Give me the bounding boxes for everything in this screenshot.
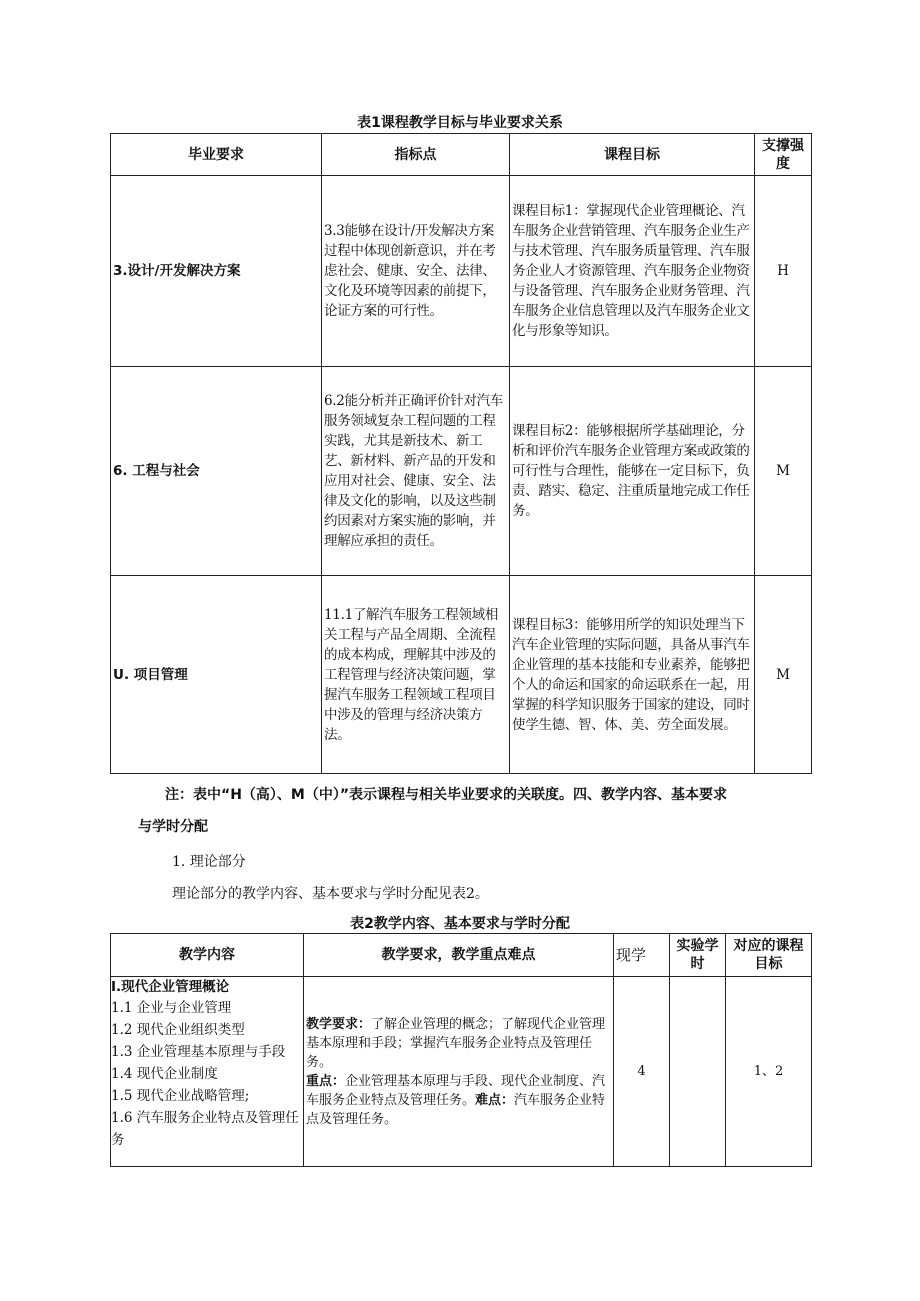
table1-note: 注：表中“H（高）、M（中）”表示课程与相关毕业要求的关联度。四、教学内容、基本要求 [165,787,728,803]
table2-header-hours: 现学 [614,934,670,977]
requirements-label: 教学要求： [306,1016,372,1032]
section-heading: 1. 理论部分 [172,854,246,870]
table1-header-objective: 课程目标 [510,134,755,176]
table2-caption: 表2教学内容、基本要求与学时分配 [350,916,570,932]
topic-title: I.现代企业管理概论 [111,979,230,995]
table2 [110,933,812,1167]
table2-header-content: 教学内容 [111,934,304,977]
list-item: 1.6 汽车服务企业特点及管理任务 [111,1110,299,1148]
table1-header-requirement: 毕业要求 [111,134,322,176]
requirement-cell: 6. 工程与社会 [111,367,322,576]
indicator-cell: 3.3能够在设计/开发解决方案过程中体现创新意识，并在考虑社会、健康、安全、法律、文化及环境等因素的前提下，论证方案的可行性。 [322,176,510,367]
requirements-text: 了解企业管理的概念；了解现代企业管理基本原理和手段；掌握汽车服务企业特点及管理任务。 [306,1016,606,1070]
objective-cell: 课程目标3：能够用所学的知识处理当下汽车企业管理的实际问题，具备从事汽车企业管理的基本技能和专业素养，能够把个人的命运和国家的命运联系在一起，用掌握的科学知识服务于国家的建设，同时使学生德、智、体、美、劳全面发展。 [510,576,755,774]
objective-cell: 课程目标2：能够根据所学基础理论，分析和评价汽车服务企业管理方案或政策的可行性与合理性，能够在一定目标下，负责、踏实、稳定、注重质量地完成工作任务。 [510,367,755,576]
table1-note-continued: 与学时分配 [138,819,208,835]
table2-header-lab-hours: 实验学时 [670,934,726,977]
table-row [111,576,812,774]
table2-header-row [111,934,812,977]
list-item: 1.5 现代企业战略管理; [111,1088,250,1104]
table1-header-indicator: 指标点 [322,134,510,176]
list-item: 1.1 企业与企业管理 [111,1000,232,1016]
table-row [111,367,812,576]
key-points-text: 企业管理基本原理与手段、现代企业制度、汽车服务企业特点及管理任务。 [306,1073,606,1108]
objectives-cell: 1、2 [726,977,812,1167]
requirement-cell: 3.设计/开发解决方案 [111,176,322,367]
requirements-cell [304,977,614,1167]
key-points-label: 重点： [306,1073,346,1089]
strength-cell: H [755,176,812,367]
topic-list [111,977,303,1166]
topic-cell [111,977,304,1167]
section-body: 理论部分的教学内容、基本要求与学时分配见表2。 [172,886,489,902]
table2-header-requirements: 教学要求，教学重点难点 [304,934,614,977]
difficulty-label: 难点： [475,1092,515,1108]
list-item: 1.3 企业管理基本原理与手段 [111,1044,286,1060]
lab-hours-cell [670,977,726,1167]
table2-header-objectives: 对应的课程目标 [726,934,812,977]
table1 [110,133,812,774]
strength-cell: M [755,576,812,774]
list-item: 1.4 现代企业制度 [111,1066,218,1082]
list-item: 1.2 现代企业组织类型 [111,1022,245,1038]
hours-cell: 4 [614,977,670,1167]
indicator-cell: 6.2能分析并正确评价针对汽车服务领域复杂工程问题的工程实践，尤其是新技术、新工艺、新材料、新产品的开发和应用对社会、健康、安全、法律及文化的影响，以及这些制约因素对方案实施的影响，并理解应承担的责任。 [322,367,510,576]
objective-cell: 课程目标1：掌握现代企业管理概论、汽车服务企业营销管理、汽车服务企业生产与技术管理、汽车服务质量管理、汽车服务企业人才资源管理、汽车服务企业物资与设备管理、汽车服务企业财务管理、汽车服务企业信息管理以及汽车服务企业文化与形象等知识。 [510,176,755,367]
table1-header-strength: 支撑强度 [755,134,812,176]
difficulty-text: 汽车服务企业特点及管理任务。 [306,1092,606,1127]
table1-caption: 表1课程教学目标与毕业要求关系 [357,115,563,131]
strength-cell: M [755,367,812,576]
table1-header-row [111,134,812,176]
requirement-cell: U. 项目管理 [111,576,322,774]
table-row [111,176,812,367]
indicator-cell: 11.1了解汽车服务工程领域相关工程与产品全周期、全流程的成本构成，理解其中涉及的工程管理与经济决策问题，掌握汽车服务工程领域工程项目中涉及的管理与经济决策方法。 [322,576,510,774]
table-row [111,977,812,1167]
